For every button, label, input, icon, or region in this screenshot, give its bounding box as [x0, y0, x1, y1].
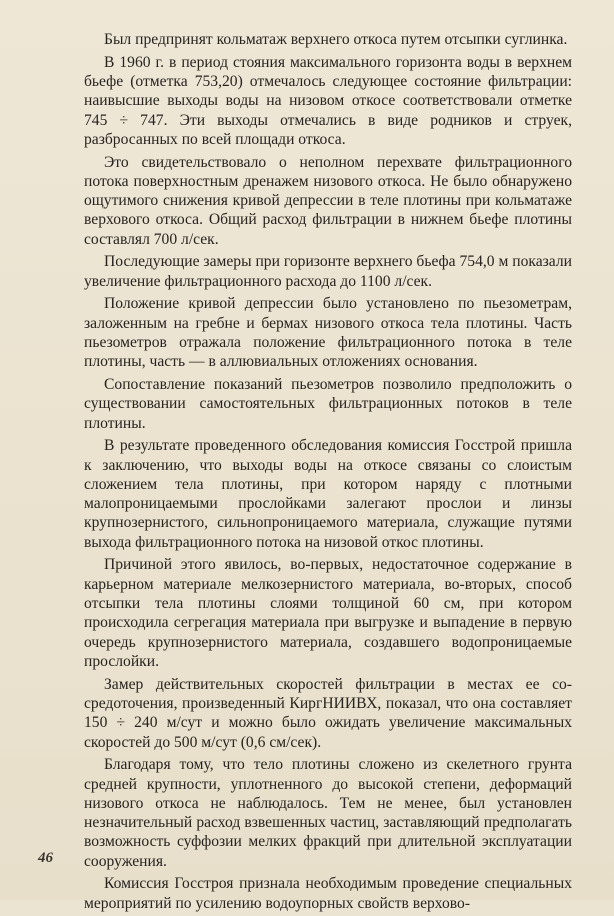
paragraph-1: Был предпринят кольматаж верхнего откоса путем отсыпки суглинка. [104, 31, 568, 48]
paragraph-8: Причиной этого явилось, во-первых, недостаточное содержание в карьерном материале мелкозернистого материала, во-вторых, способ отсыпки тела плотины слоями толщиной 60 см, при котором происходила сегрегация материала при выгрузке и выпадение в первую очередь крупнозернистого материала, создавшего водопроницаемые прослойки. [84, 556, 572, 670]
paragraph-3: Это свидетельствовало о неполном перехвате фильтрационного потока поверхностным дренажем низового откоса. Не было обнаружено ощутимого снижения кривой депрессии в теле плотины при кольматаже верхового откоса. Общий расход фильтрации в нижнем бьефе плотины составлял 700 л/сек. [84, 153, 572, 248]
paragraph-6: Сопоставление показаний пьезометров позволило предположить о существовании самостоятельных фильтрационных потоков в теле плотины. [84, 376, 572, 432]
paragraph-5: Положение кривой депрессии было установлено по пьезометрам, заложенным на гребне и бермах низового откоса тела плотины. Часть пьезометров отражала положение фильтрационного потока в теле плотины, часть — в аллювиальных отложениях основания. [84, 295, 572, 371]
page-number: 46 [38, 850, 53, 866]
paragraph-2: В 1960 г. в период стояния максимального горизонта воды в верхнем бьефе (отметка 753,20) отмечалось следующее состояние фильтрации: наивысшие выходы воды на низовом откосе соответствовали отметке 745 ÷ 747. Эти выходы отмечались в виде родников и струек, разбросанных по всей площади откоса. [84, 53, 572, 148]
paragraph-4: Последующие замеры при горизонте верхнего бьефа 754,0 м показали увеличение фильтрационного расхода до 1100 л/сек. [84, 253, 572, 290]
paragraph-11: Комиссия Госстроя признала необходимым проведение специальных мероприятий по усилению водоупорных свойств верхово- [84, 875, 572, 912]
paragraph-10: Благодаря тому, что тело плотины сложено из скелетного грунта средней крупности, уплотненного до высокой степени, деформаций низового откоса не наблюдалось. Тем не менее, был установлен незначительный расход взвешенных частиц, заставляющий предполагать возможность суффозии мелких фракций при длительной эксплуатации сооружения. [84, 756, 572, 870]
paragraph-7: В результате проведенного обследования комиссия Госстрой пришла к заключению, что выходы воды на откосе связаны со слоистым сложением тела плотины, при котором наряду с плотными малопроницаемыми прослойками залегают прослои и линзы крупнозернистого, сильнопроницаемого материала, служащие путями выхода фильтрационного потока на низовой откос плотины. [84, 437, 572, 551]
body-text [84, 30, 572, 916]
paragraph-9: Замер действительных скоростей фильтрации в местах ее сосредоточения, произведенный КиргНИИВХ, показал, что она составляет 150 ÷ 240 м/сут и можно было ожидать увеличение максимальных скоростей до 500 м/сут (0,6 см/сек). [84, 675, 572, 751]
